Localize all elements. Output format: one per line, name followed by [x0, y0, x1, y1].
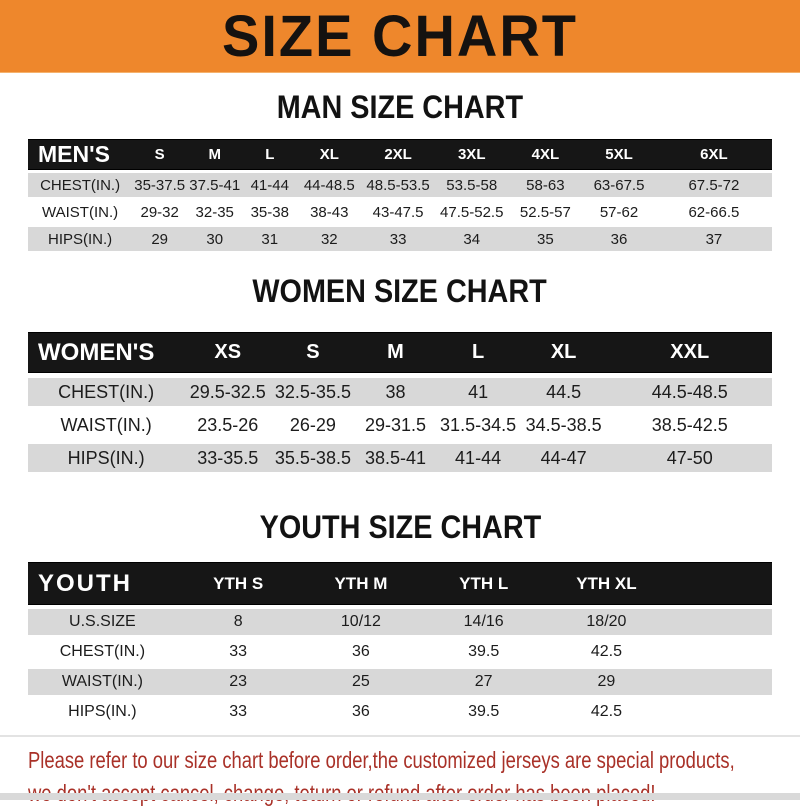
size-header-row	[28, 139, 772, 170]
size-value-cell: 34.5-38.5	[520, 411, 608, 439]
size-value-cell: 29-31.5	[355, 411, 437, 439]
size-column-header: L	[242, 139, 297, 170]
measurement-row	[28, 639, 772, 665]
size-value-cell: 10/12	[300, 609, 423, 635]
measurement-row	[28, 200, 772, 224]
size-value-cell: 29	[545, 669, 668, 695]
size-value-cell: 67.5-72	[656, 173, 772, 197]
size-value-cell: 29	[132, 227, 187, 251]
size-value-cell: 38-43	[297, 200, 361, 224]
size-column-header: YTH S	[177, 562, 300, 605]
size-value-cell: 23.5-26	[184, 411, 271, 439]
size-column-header: YTH XL	[545, 562, 668, 605]
women-size-table	[28, 327, 772, 477]
size-value-cell: 14/16	[422, 609, 545, 635]
section-title-youth	[0, 510, 800, 544]
size-value-cell: 39.5	[422, 639, 545, 665]
size-value-cell: 8	[177, 609, 300, 635]
size-value-cell: 37.5-41	[187, 173, 242, 197]
size-value-cell: 36	[300, 639, 423, 665]
size-value-cell: 33	[177, 639, 300, 665]
size-value-cell: 35	[509, 227, 583, 251]
measurement-row	[28, 444, 772, 472]
measurement-row	[28, 227, 772, 251]
section-title-women	[0, 274, 800, 308]
size-value-cell: 35.5-38.5	[271, 444, 354, 472]
size-value-cell: 34	[435, 227, 509, 251]
footer-line-1	[28, 744, 800, 777]
page-title: SIZE CHART	[222, 2, 578, 69]
measurement-row	[28, 378, 772, 406]
size-value-cell: 25	[300, 669, 423, 695]
section-title-men	[0, 90, 800, 124]
bottom-strip	[0, 793, 800, 800]
size-value-cell: 38.5-42.5	[608, 411, 772, 439]
row-label: HIPS(IN.)	[28, 699, 177, 725]
size-column-header: YTH L	[422, 562, 545, 605]
size-value-cell: 33	[177, 699, 300, 725]
size-value-cell: 48.5-53.5	[361, 173, 435, 197]
men-size-table	[28, 136, 772, 254]
measurement-row	[28, 411, 772, 439]
row-filler-cell	[668, 639, 772, 665]
size-value-cell: 63-67.5	[582, 173, 656, 197]
size-chart-banner	[0, 0, 800, 73]
size-value-cell: 38	[355, 378, 437, 406]
size-value-cell: 37	[656, 227, 772, 251]
size-value-cell: 62-66.5	[656, 200, 772, 224]
section-title-women-text: WOMEN SIZE CHART	[252, 273, 548, 309]
size-column-header: M	[355, 332, 437, 373]
size-value-cell: 44-47	[520, 444, 608, 472]
size-column-header: YTH M	[300, 562, 423, 605]
row-label: HIPS(IN.)	[28, 444, 184, 472]
row-filler-cell	[668, 609, 772, 635]
section-title-youth-text: YOUTH SIZE CHART	[259, 509, 541, 545]
row-label: U.S.SIZE	[28, 609, 177, 635]
row-label: WAIST(IN.)	[28, 411, 184, 439]
size-value-cell: 44-48.5	[297, 173, 361, 197]
size-value-cell: 44.5	[520, 378, 608, 406]
size-value-cell: 44.5-48.5	[608, 378, 772, 406]
size-value-cell: 41	[436, 378, 519, 406]
size-value-cell: 53.5-58	[435, 173, 509, 197]
size-value-cell: 27	[422, 669, 545, 695]
size-value-cell: 38.5-41	[355, 444, 437, 472]
section-title-men-text: MAN SIZE CHART	[276, 89, 524, 125]
row-label: WAIST(IN.)	[28, 669, 177, 695]
row-filler-cell	[668, 699, 772, 725]
size-value-cell: 41-44	[242, 173, 297, 197]
size-value-cell: 23	[177, 669, 300, 695]
section-women	[0, 274, 800, 477]
size-value-cell: 30	[187, 227, 242, 251]
size-column-header: L	[436, 332, 519, 373]
size-value-cell: 52.5-57	[509, 200, 583, 224]
table-header-label: YOUTH	[28, 562, 177, 605]
row-label: WAIST(IN.)	[28, 200, 132, 224]
size-value-cell: 18/20	[545, 609, 668, 635]
footer-line-1-text: Please refer to our size chart before order,the customized jerseys are special products,	[28, 747, 735, 773]
size-column-header: M	[187, 139, 242, 170]
section-youth	[0, 510, 800, 729]
size-value-cell: 41-44	[436, 444, 519, 472]
size-value-cell: 47.5-52.5	[435, 200, 509, 224]
size-column-header: 4XL	[509, 139, 583, 170]
size-column-header: S	[132, 139, 187, 170]
row-filler-cell	[668, 669, 772, 695]
size-value-cell: 29.5-32.5	[184, 378, 271, 406]
measurement-row	[28, 173, 772, 197]
size-value-cell: 32	[297, 227, 361, 251]
size-value-cell: 33-35.5	[184, 444, 271, 472]
table-header-label: MEN'S	[28, 139, 132, 170]
youth-size-table	[28, 558, 772, 729]
divider-line	[0, 735, 800, 737]
size-column-header: 2XL	[361, 139, 435, 170]
size-value-cell: 42.5	[545, 699, 668, 725]
size-value-cell: 35-37.5	[132, 173, 187, 197]
measurement-row	[28, 609, 772, 635]
row-label: HIPS(IN.)	[28, 227, 132, 251]
header-filler-cell	[668, 562, 772, 605]
table-header-label: WOMEN'S	[28, 332, 184, 373]
size-column-header: 3XL	[435, 139, 509, 170]
size-value-cell: 35-38	[242, 200, 297, 224]
footer-note	[0, 744, 800, 810]
row-label: CHEST(IN.)	[28, 639, 177, 665]
size-value-cell: 33	[361, 227, 435, 251]
row-label: CHEST(IN.)	[28, 378, 184, 406]
size-value-cell: 43-47.5	[361, 200, 435, 224]
size-column-header: XS	[184, 332, 271, 373]
measurement-row	[28, 669, 772, 695]
size-value-cell: 26-29	[271, 411, 354, 439]
size-column-header: S	[271, 332, 354, 373]
size-value-cell: 42.5	[545, 639, 668, 665]
size-value-cell: 58-63	[509, 173, 583, 197]
size-value-cell: 57-62	[582, 200, 656, 224]
section-men	[0, 90, 800, 254]
size-value-cell: 47-50	[608, 444, 772, 472]
size-value-cell: 31.5-34.5	[436, 411, 519, 439]
size-column-header: XL	[297, 139, 361, 170]
size-value-cell: 36	[300, 699, 423, 725]
size-column-header: XL	[520, 332, 608, 373]
size-value-cell: 29-32	[132, 200, 187, 224]
size-column-header: 6XL	[656, 139, 772, 170]
measurement-row	[28, 699, 772, 725]
size-column-header: XXL	[608, 332, 772, 373]
size-value-cell: 32.5-35.5	[271, 378, 354, 406]
size-value-cell: 31	[242, 227, 297, 251]
row-label: CHEST(IN.)	[28, 173, 132, 197]
size-value-cell: 32-35	[187, 200, 242, 224]
size-header-row	[28, 562, 772, 605]
size-column-header: 5XL	[582, 139, 656, 170]
size-value-cell: 39.5	[422, 699, 545, 725]
size-value-cell: 36	[582, 227, 656, 251]
size-header-row	[28, 332, 772, 373]
